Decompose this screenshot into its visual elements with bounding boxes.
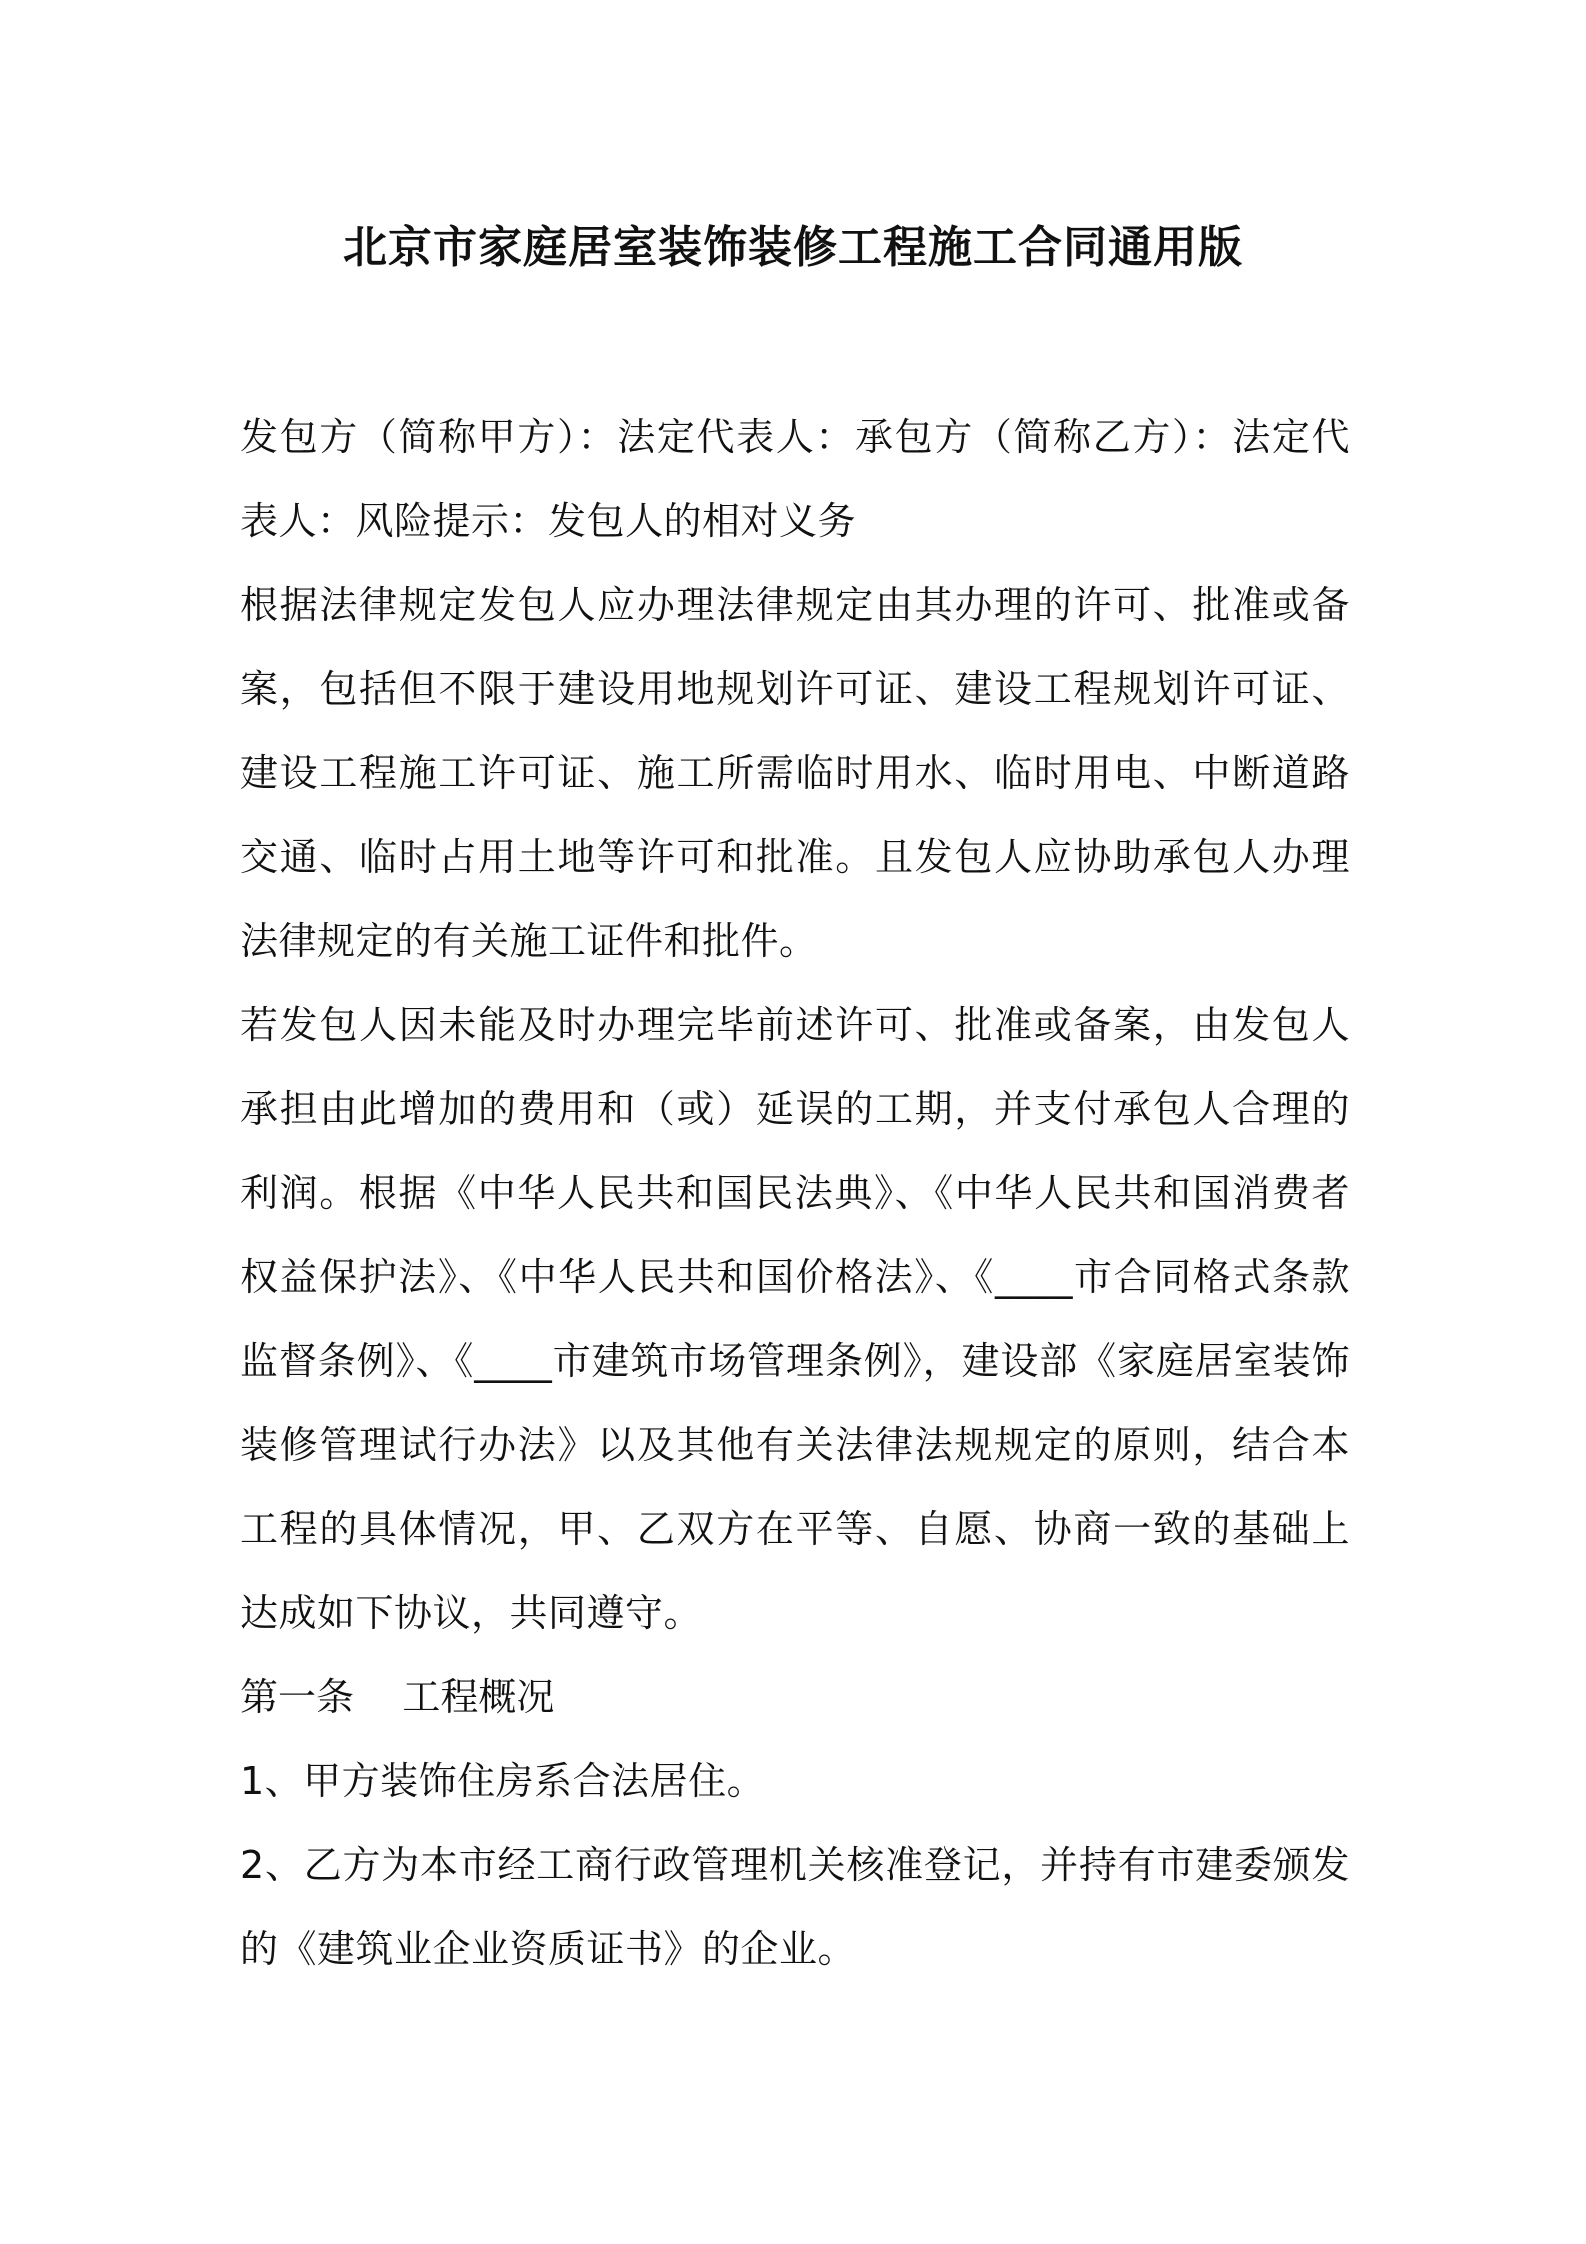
document-title: 北京市家庭居室装饰装修工程施工合同通用版 [343,222,1243,273]
list-item: 1、甲方装饰住房系合法居住。 [240,1759,766,1803]
list-item: 2、乙方为本市经工商行政管理机关核准登记，并持有市建委颁发的《建筑业企业资质证书》的企业。 [240,1843,1350,1971]
article-heading: 第一条 工程概况 [240,1675,555,1719]
permits-paragraph: 根据法律规定发包人应办理法律规定由其办理的许可、批准或备案，包括但不限于建设用地规划许可证、建设工程规划许可证、建设工程施工许可证、施工所需临时用水、临时用电、中断道路交通、临时占用土地等许可和批准。且发包人应协助承包人办理法律规定的有关施工证件和批件。 [240,583,1350,963]
document-body [240,395,1350,1991]
parties-paragraph: 发包方（简称甲方）：法定代表人：承包方（简称乙方）：法定代表人：风险提示：发包人的相对义务 [240,415,1350,543]
legal-basis-paragraph: 若发包人因未能及时办理完毕前述许可、批准或备案，由发包人承担由此增加的费用和（或）延误的工期，并支付承包人合理的利润。根据《中华人民共和国民法典》、《中华人民共和国消费者权益保护法》、《中华人民共和国价格法》、《____市合同格式条款监督条例》、《____市建筑市场管理条例》，建设部《家庭居室装饰装修管理试行办法》以及其他有关法律法规规定的原则，结合本工程的具体情况，甲、乙双方在平等、自愿、协商一致的基础上达成如下协议，共同遵守。 [240,1003,1350,1635]
